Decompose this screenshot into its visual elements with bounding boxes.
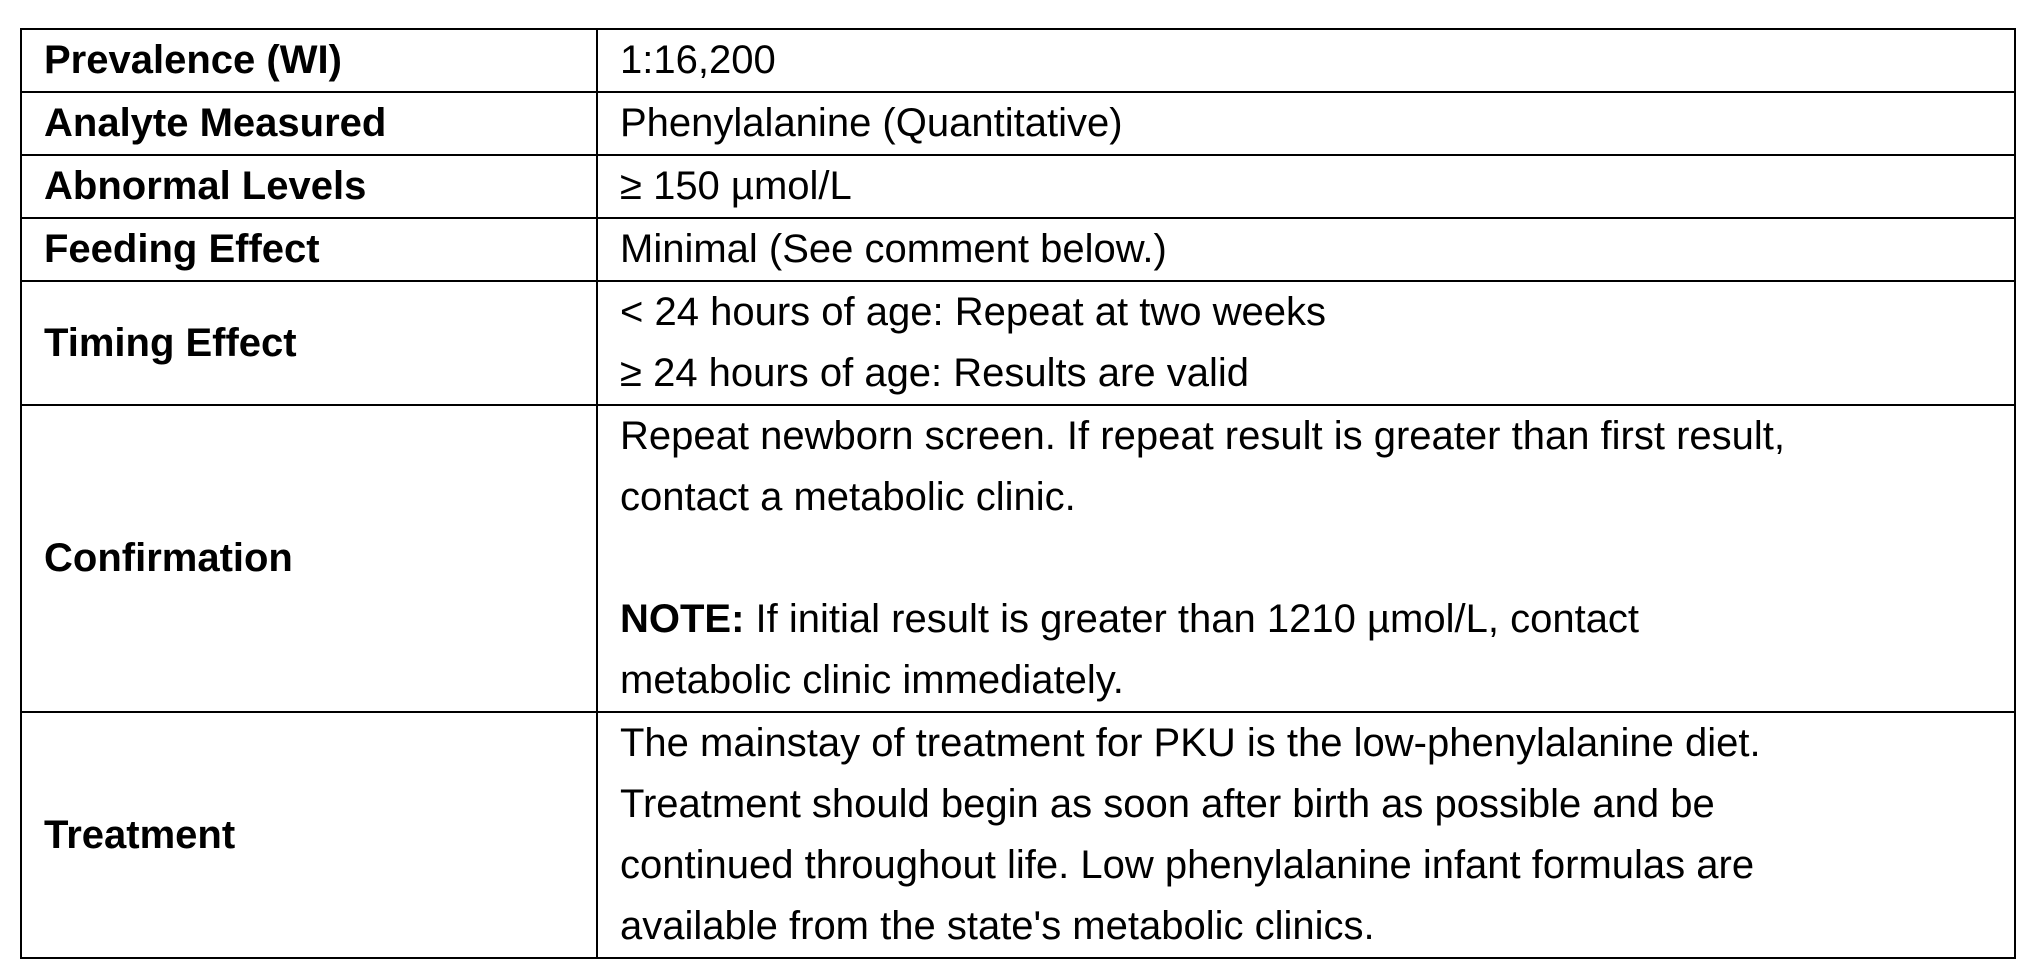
row-value-feeding-effect: Minimal (See comment below.) [597, 218, 2015, 281]
confirmation-line: Repeat newborn screen. If repeat result is greater than first result, [620, 414, 1786, 458]
row-label-analyte: Analyte Measured [21, 92, 597, 155]
row-value-treatment [597, 712, 2015, 958]
table-row-timing-effect [21, 281, 2015, 405]
confirmation-note-line [620, 589, 1992, 650]
row-value-abnormal-levels: ≥ 150 µmol/L [597, 155, 2015, 218]
row-value-timing-effect [597, 281, 2015, 405]
row-label-abnormal-levels: Abnormal Levels [21, 155, 597, 218]
table-row-feeding-effect [21, 218, 2015, 281]
row-label-treatment: Treatment [21, 712, 597, 958]
table-row-treatment [21, 712, 2015, 958]
confirmation-line: contact a metabolic clinic. [620, 475, 1076, 519]
row-value-analyte: Phenylalanine (Quantitative) [597, 92, 2015, 155]
timing-line: ≥ 24 hours of age: Results are valid [620, 351, 1249, 395]
treatment-line: available from the state's metabolic clinics. [620, 904, 1375, 948]
table-row-abnormal-levels [21, 155, 2015, 218]
row-label-timing-effect: Timing Effect [21, 281, 597, 405]
treatment-line: Treatment should begin as soon after birth as possible and be [620, 782, 1715, 826]
paragraph-spacer [620, 528, 1992, 589]
note-text: If initial result is greater than 1210 µmol/L, contact [744, 597, 1640, 641]
screening-fact-sheet [20, 28, 2016, 959]
confirmation-note-line: metabolic clinic immediately. [620, 658, 1124, 702]
screening-facts-table [20, 28, 2016, 959]
row-label-confirmation: Confirmation [21, 405, 597, 712]
timing-line: < 24 hours of age: Repeat at two weeks [620, 290, 1326, 334]
row-label-feeding-effect: Feeding Effect [21, 218, 597, 281]
table-row-confirmation [21, 405, 2015, 712]
table-row-analyte [21, 92, 2015, 155]
treatment-line: continued throughout life. Low phenylalanine infant formulas are [620, 843, 1755, 887]
row-value-confirmation [597, 405, 2015, 712]
table-row-prevalence [21, 29, 2015, 92]
treatment-line: The mainstay of treatment for PKU is the low-phenylalanine diet. [620, 721, 1761, 765]
note-label: NOTE: [620, 597, 745, 641]
row-value-prevalence: 1:16,200 [597, 29, 2015, 92]
row-label-prevalence: Prevalence (WI) [21, 29, 597, 92]
